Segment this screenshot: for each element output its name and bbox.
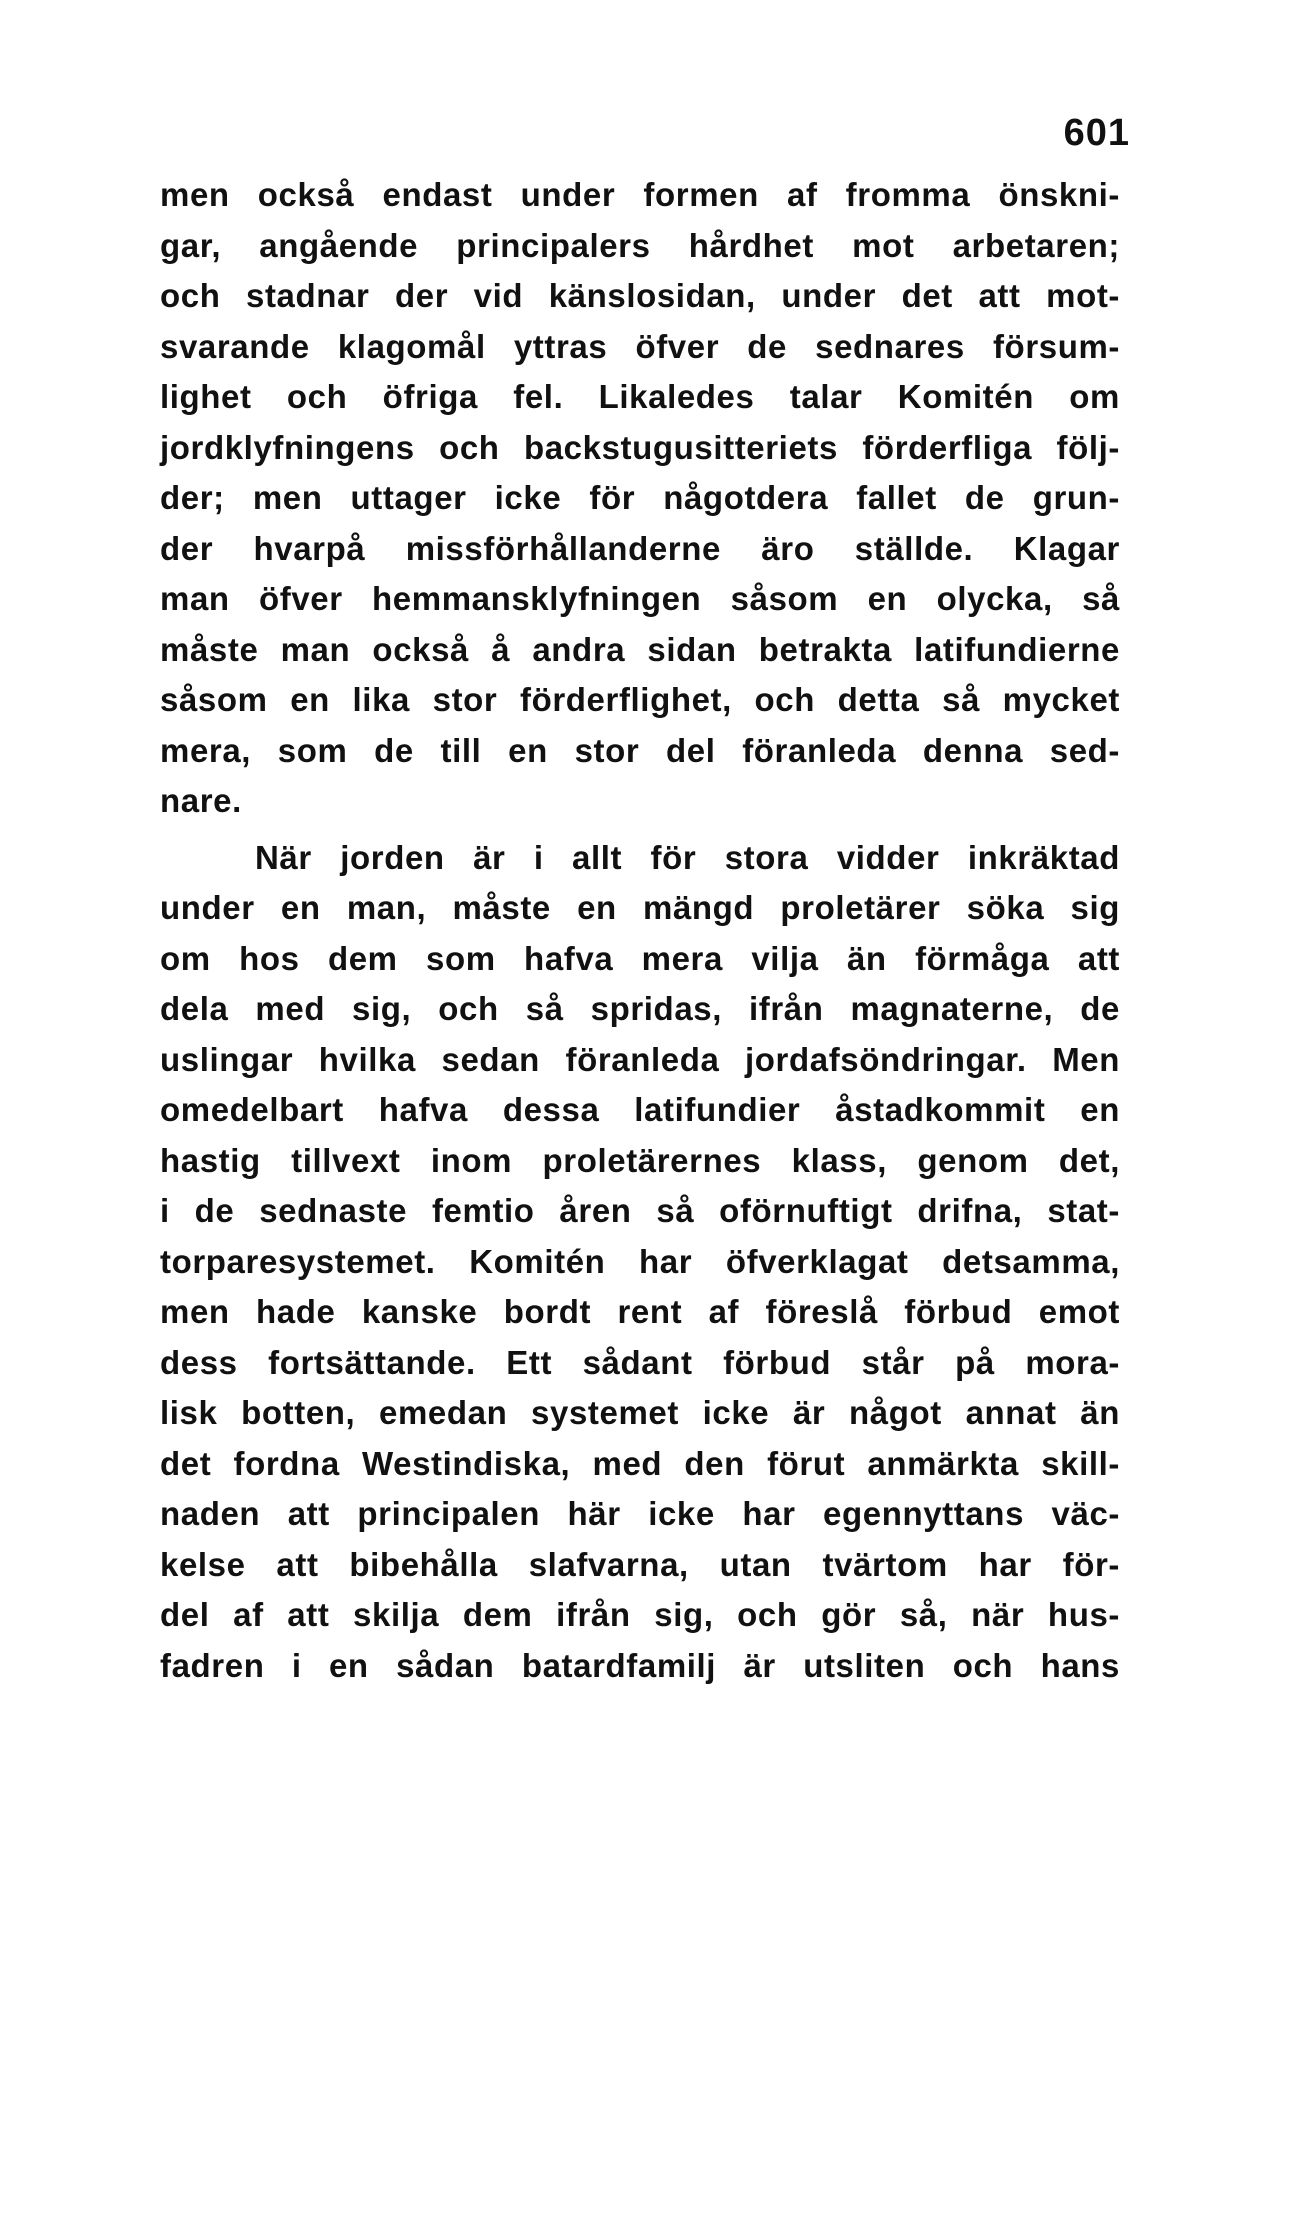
- text-line: del af att skilja dem ifrån sig, och gör så, när hus-: [160, 1596, 1120, 1633]
- paragraph-2: [160, 833, 1120, 1692]
- text-line: jordklyfningens och backstugusitteriets förderfliga följ-: [160, 428, 1120, 466]
- text-line: måste man också å andra sidan betrakta latifundierne: [160, 630, 1120, 668]
- text-line: torparesystemet. Komitén har öfverklagat detsamma,: [160, 1242, 1120, 1280]
- body-text: [160, 170, 1120, 1691]
- text-line: såsom en lika stor förderflighet, och detta så mycket: [160, 681, 1120, 718]
- text-line: dess fortsättande. Ett sådant förbud står på mora-: [160, 1343, 1120, 1381]
- text-line: det fordna Westindiska, med den förut anmärkta skill-: [160, 1444, 1120, 1482]
- text-line: och stadnar der vid känslosidan, under det att mot-: [160, 277, 1120, 314]
- text-line: under en man, måste en mängd proletärer söka sig: [160, 889, 1120, 926]
- text-line: lisk botten, emedan systemet icke är något annat än: [160, 1394, 1120, 1431]
- text-line: mera, som de till en stor del föranleda denna sed-: [160, 731, 1120, 769]
- text-line: i de sednaste femtio åren så oförnuftigt drifna, stat-: [160, 1192, 1120, 1229]
- text-line: När jorden är i allt för stora vidder inkräktad: [255, 838, 1120, 876]
- text-line: naden att principalen här icke har egennyttans väc-: [160, 1495, 1120, 1532]
- text-line: fadren i en sådan batardfamilj är utsliten och hans: [160, 1646, 1120, 1684]
- text-line: nare.: [160, 782, 242, 819]
- text-line: der; men uttager icke för någotdera fallet de grun-: [160, 479, 1120, 516]
- text-line: der hvarpå missförhållanderne äro ställde. Klagar: [160, 529, 1120, 567]
- text-line: gar, angående principalers hårdhet mot arbetaren;: [160, 226, 1120, 264]
- paragraph-1: [160, 170, 1120, 827]
- text-line: men hade kanske bordt rent af föreslå förbud emot: [160, 1293, 1120, 1330]
- text-line: men också endast under formen af fromma önskni-: [160, 176, 1120, 213]
- text-line: hastig tillvext inom proletärernes klass, genom det,: [160, 1141, 1120, 1179]
- text-line: lighet och öfriga fel. Likaledes talar Komitén om: [160, 378, 1120, 415]
- page-number: 601: [1063, 112, 1130, 154]
- text-line: om hos dem som hafva mera vilja än förmåga att: [160, 939, 1120, 977]
- text-line: omedelbart hafva dessa latifundier åstadkommit en: [160, 1091, 1120, 1128]
- text-line: kelse att bibehålla slafvarna, utan tvärtom har för-: [160, 1545, 1120, 1583]
- text-line: dela med sig, och så spridas, ifrån magnaterne, de: [160, 990, 1120, 1027]
- text-line: man öfver hemmansklyfningen såsom en olycka, så: [160, 580, 1120, 617]
- text-line: uslingar hvilka sedan föranleda jordafsöndringar. Men: [160, 1040, 1120, 1078]
- text-line: svarande klagomål yttras öfver de sednares försum-: [160, 327, 1120, 365]
